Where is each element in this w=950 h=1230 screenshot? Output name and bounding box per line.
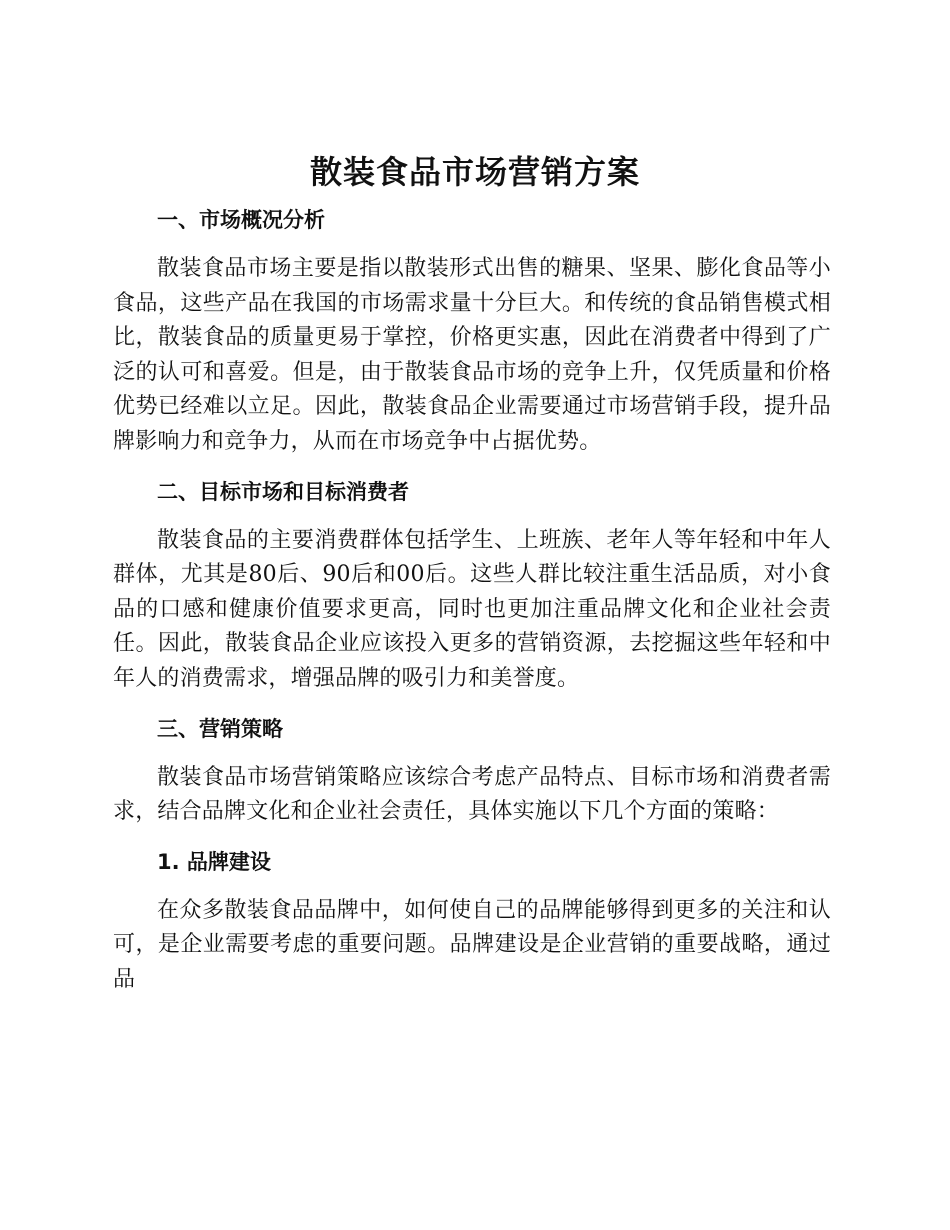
section-paragraph: 散装食品的主要消费群体包括学生、上班族、老年人等年轻和中年人群体，尤其是80后、90后和00后。这些人群比较注重生活品质，对小食品的口感和健康价值要求更高，同时也更加注重品牌文化和企业社会责任。因此，散装食品企业应该投入更多的营销资源，去挖掘这些年轻和中年人的消费需求，增强品牌的吸引力和美誉度。 [113,527,831,691]
section-heading: 二、目标市场和目标消费者 [157,479,409,504]
section-brand-building [113,842,831,998]
document-title: 散装食品市场营销方案 [309,153,640,191]
section-paragraph: 散装食品市场主要是指以散装形式出售的糖果、坚果、膨化食品等小食品，这些产品在我国的市场需求量十分巨大。和传统的食品销售模式相比，散装食品的质量更易于掌控，价格更实惠，因此在消费者中得到了广泛的认可和喜爱。但是，由于散装食品市场的竞争上升，仅凭质量和价格优势已经难以立足。因此，散装食品企业需要通过市场营销手段，提升品牌影响力和竞争力，从而在市场竞争中占据优势。 [113,256,831,454]
section-paragraph: 在众多散装食品品牌中，如何使自己的品牌能够得到更多的关注和认可，是企业需要考虑的重要问题。品牌建设是企业营销的重要战略，通过品 [113,897,831,992]
section-target-market [113,472,831,697]
section-heading: 三、营销策略 [157,716,283,741]
section-paragraph: 散装食品市场营销策略应该综合考虑产品特点、目标市场和消费者需求，结合品牌文化和企业社会责任，具体实施以下几个方面的策略： [113,764,831,825]
section-marketing-strategy [113,709,831,830]
section-heading: 1. 品牌建设 [157,849,271,874]
document-body [113,200,831,1010]
section-market-overview [113,200,831,460]
section-heading: 一、市场概况分析 [157,208,325,232]
